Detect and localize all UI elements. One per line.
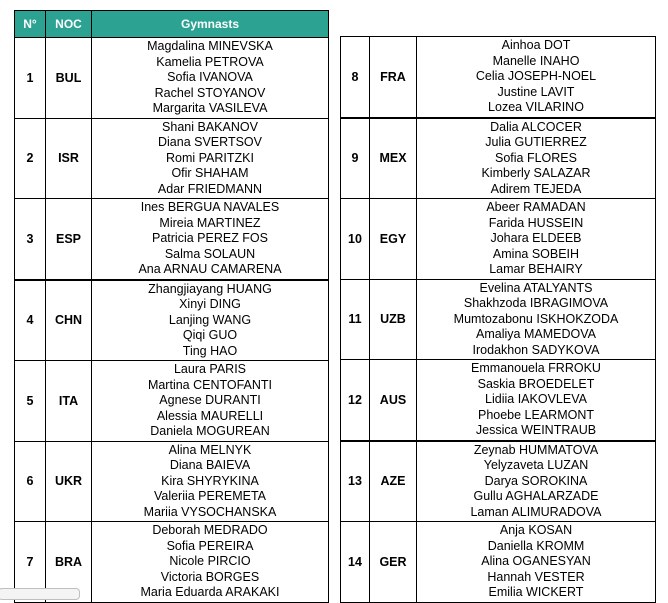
team-gymnasts xyxy=(417,279,656,360)
team-gymnasts xyxy=(417,441,656,522)
gymnast-name: Darya SOROKINA xyxy=(484,473,588,488)
team-noc: ITA xyxy=(46,361,92,442)
team-gymnasts xyxy=(92,280,329,361)
team-noc: EGY xyxy=(370,199,417,280)
gymnast-name: Shakhzoda IBRAGIMOVA xyxy=(463,296,609,310)
gymnast-name: Sofia PEREIRA xyxy=(166,538,254,553)
gymnast-name: Valeriia PEREMETA xyxy=(153,489,267,503)
team-row xyxy=(341,441,656,522)
team-number: 4 xyxy=(15,280,46,361)
gymnast-name: Kimberly SALAZAR xyxy=(481,166,591,180)
team-noc: CHN xyxy=(46,280,92,361)
team-gymnasts xyxy=(92,361,329,442)
team-number: 7 xyxy=(15,522,46,603)
team-number: 5 xyxy=(15,361,46,442)
gymnast-name: Daniella KROMM xyxy=(487,538,585,553)
team-row xyxy=(15,199,329,280)
team-noc: UKR xyxy=(46,441,92,522)
gymnast-name: Adirem TEJEDA xyxy=(490,181,582,196)
gymnast-name: Alina OGANESYAN xyxy=(481,554,591,568)
team-gymnasts xyxy=(417,37,656,118)
team-noc: BUL xyxy=(46,38,92,119)
team-noc: AZE xyxy=(370,441,417,522)
gymnast-name: Lanjing WANG xyxy=(168,312,252,327)
team-gymnasts xyxy=(417,360,656,441)
gymnast-name: Irodakhon SADYKOVA xyxy=(472,342,600,357)
team-number: 1 xyxy=(15,38,46,119)
team-noc: BRA xyxy=(46,522,92,603)
team-row xyxy=(341,199,656,280)
team-gymnasts xyxy=(92,38,329,119)
gymnast-name: Salma SOLAUN xyxy=(164,246,256,261)
team-gymnasts xyxy=(92,441,329,522)
team-gymnasts xyxy=(92,522,329,603)
team-row xyxy=(15,38,329,119)
gymnast-name: Romi PARITZKI xyxy=(166,150,254,165)
team-number: 13 xyxy=(341,441,370,522)
gymnast-name: Maria Eduarda ARAKAKI xyxy=(140,585,280,599)
team-row xyxy=(15,280,329,361)
gymnast-name: Patricia PEREZ FOS xyxy=(152,231,268,245)
team-gymnasts xyxy=(417,522,656,603)
team-number: 3 xyxy=(15,199,46,280)
gymnast-name: Zhangjiayang HUANG xyxy=(148,281,272,296)
gymnast-name: Mumtozabonu ISKHOKZODA xyxy=(453,311,619,326)
team-number: 11 xyxy=(341,279,370,360)
teams-table-left xyxy=(14,10,329,603)
gymnast-name: Kamelia PETROVA xyxy=(156,54,264,69)
gymnast-name: Phoebe LEARMONT xyxy=(477,407,595,422)
gymnast-name: Mariia VYSOCHANSKA xyxy=(143,504,277,519)
gymnast-name: Sofia FLORES xyxy=(495,150,577,165)
gymnast-name: Hannah VESTER xyxy=(487,569,585,584)
gymnast-name: Nicole PIRCIO xyxy=(169,554,251,568)
team-noc: AUS xyxy=(370,360,417,441)
header-gymnasts: Gymnasts xyxy=(92,11,329,38)
team-row xyxy=(341,118,656,199)
gymnast-name: Julia GUTIERREZ xyxy=(485,135,587,149)
gymnast-name: Yelyzaveta LUZAN xyxy=(483,458,589,472)
gymnast-name: Sofia IVANOVA xyxy=(167,70,253,84)
gymnast-name: Adar FRIEDMANN xyxy=(157,181,263,196)
team-gymnasts xyxy=(417,199,656,280)
team-row xyxy=(15,118,329,199)
gymnast-name: Kira SHYRYKINA xyxy=(161,473,259,488)
team-number: 2 xyxy=(15,118,46,199)
gymnast-name: Rachel STOYANOV xyxy=(154,85,266,100)
gymnast-name: Lozea VILARINO xyxy=(488,100,584,114)
team-gymnasts xyxy=(92,199,329,280)
team-gymnasts xyxy=(92,118,329,199)
header-number: N° xyxy=(15,11,46,38)
gymnast-name: Zeynab HUMMATOVA xyxy=(473,442,599,457)
gymnast-name: Martina CENTOFANTI xyxy=(147,377,273,392)
gymnast-name: Alina MELNYK xyxy=(168,442,252,457)
header-row xyxy=(15,11,329,38)
gymnast-name: Margarita VASILEVA xyxy=(152,101,268,115)
gymnast-name: Anja KOSAN xyxy=(499,523,573,537)
teams-table-right xyxy=(340,36,656,603)
gymnast-name: Emmanouela FRROKU xyxy=(471,361,601,375)
gymnast-name: Justine LAVIT xyxy=(497,84,575,99)
team-gymnasts xyxy=(417,118,656,199)
gymnast-name: Ines BERGUA NAVALES xyxy=(140,200,280,214)
team-noc: ESP xyxy=(46,199,92,280)
gymnast-name: Diana BAIEVA xyxy=(169,458,251,472)
gymnast-name: Deborah MEDRADO xyxy=(152,523,268,537)
gymnast-name: Alessia MAURELLI xyxy=(156,408,264,423)
gymnast-name: Manelle INAHO xyxy=(492,53,580,68)
gymnast-name: Daniela MOGUREAN xyxy=(150,424,270,438)
gymnast-name: Lamar BEHAIRY xyxy=(489,262,583,276)
header-noc: NOC xyxy=(46,11,92,38)
team-number: 14 xyxy=(341,522,370,603)
gymnast-name: Victoria BORGES xyxy=(160,569,260,584)
gymnast-name: Magdalina MINEVSKA xyxy=(147,39,273,53)
gymnast-name: Xinyi DING xyxy=(179,297,241,311)
team-number: 10 xyxy=(341,199,370,280)
gymnast-name: Ana ARNAU CAMARENA xyxy=(138,262,282,276)
gymnast-name: Evelina ATALYANTS xyxy=(479,280,593,295)
gymnast-name: Mireia MARTINEZ xyxy=(159,215,261,230)
gymnast-name: Farida HUSSEIN xyxy=(488,215,584,230)
gymnast-name: Ainhoa DOT xyxy=(501,38,571,52)
gymnast-name: Lidiia IAKOVLEVA xyxy=(485,392,587,406)
team-noc: MEX xyxy=(370,118,417,199)
gymnast-name: Celia JOSEPH-NOEL xyxy=(475,69,597,83)
gymnast-name: Ofir SHAHAM xyxy=(171,166,249,180)
team-row xyxy=(341,279,656,360)
team-number: 12 xyxy=(341,360,370,441)
team-row xyxy=(15,441,329,522)
team-row xyxy=(341,360,656,441)
gymnast-name: Jessica WEINTRAUB xyxy=(475,423,597,437)
team-row xyxy=(341,37,656,118)
gymnast-name: Amaliya MAMEDOVA xyxy=(476,327,596,341)
team-number: 6 xyxy=(15,441,46,522)
team-row xyxy=(341,522,656,603)
gymnast-name: Ting HAO xyxy=(182,343,238,358)
gymnast-name: Dalia ALCOCER xyxy=(490,119,582,134)
gymnast-name: Laman ALIMURADOVA xyxy=(470,504,602,519)
gymnast-name: Emilia WICKERT xyxy=(488,585,584,599)
team-row xyxy=(15,361,329,442)
gymnast-name: Amina SOBEIH xyxy=(492,246,580,261)
gymnast-name: Saskia BROEDELET xyxy=(477,376,595,391)
gymnast-name: Shani BAKANOV xyxy=(162,119,258,134)
team-noc: ISR xyxy=(46,118,92,199)
gymnast-name: Diana SVERTSOV xyxy=(158,135,262,149)
gymnast-name: Abeer RAMADAN xyxy=(486,200,586,214)
gymnast-name: Gullu AGHALARZADE xyxy=(473,489,599,503)
team-noc: GER xyxy=(370,522,417,603)
team-number: 8 xyxy=(341,37,370,118)
gymnast-name: Qiqi GUO xyxy=(182,328,238,342)
team-number: 9 xyxy=(341,118,370,199)
gymnast-name: Agnese DURANTI xyxy=(159,393,261,407)
gymnast-name: Johara ELDEEB xyxy=(490,231,582,245)
team-noc: FRA xyxy=(370,37,417,118)
gymnast-name: Laura PARIS xyxy=(173,362,247,376)
team-noc: UZB xyxy=(370,279,417,360)
horizontal-scrollbar[interactable] xyxy=(0,588,80,600)
